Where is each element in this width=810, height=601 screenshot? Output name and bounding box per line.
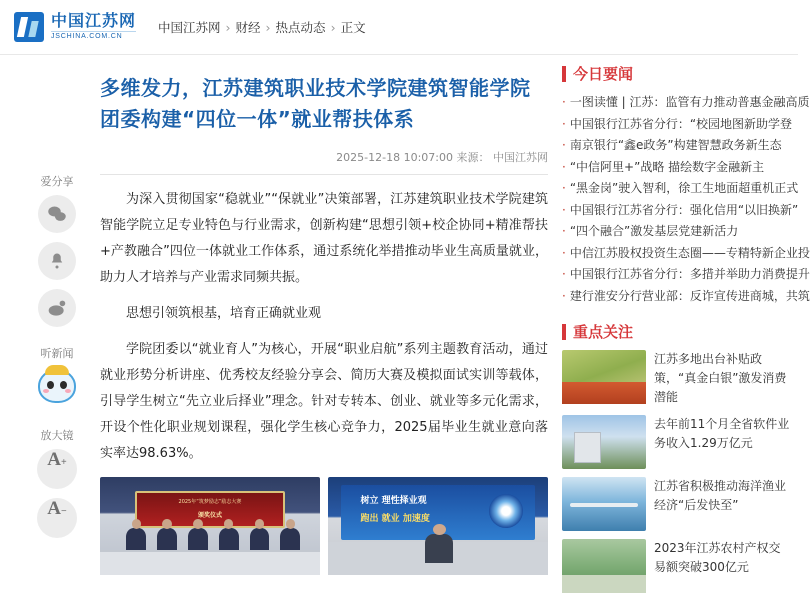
wechat-icon[interactable]: [38, 195, 76, 233]
today-news-title: 今日要闻: [573, 65, 634, 83]
font-increase-sign: +: [61, 457, 67, 468]
font-decrease-sign: −: [61, 506, 67, 517]
list-item[interactable]: [562, 539, 790, 593]
logo-mark-icon: [14, 12, 44, 42]
logo-title-cn: 中国江苏网: [51, 11, 137, 31]
list-item[interactable]: [562, 350, 790, 407]
font-increase-button[interactable]: [37, 449, 77, 489]
focus-header: [562, 321, 790, 342]
photo-person: [280, 528, 300, 550]
breadcrumb-separator: ›: [225, 19, 231, 35]
font-decrease-button[interactable]: [37, 498, 77, 538]
zoom-label: 放大镜: [40, 429, 74, 442]
photo-person: [126, 528, 146, 550]
focus-item-text: 去年前11个月全省软件业务收入1.29万亿元: [654, 417, 790, 450]
site-header: [0, 0, 798, 55]
photo-banner-line2: 跑出 就业 加速度: [360, 514, 430, 525]
listen-news-label: 听新闻: [40, 347, 74, 360]
page-title: 多维发力，江苏建筑职业技术学院建筑智能学院团委构建“四位一体”就业帮扶体系: [100, 76, 531, 131]
list-item[interactable]: · “四个融合”激发基层党建新活力: [562, 221, 790, 243]
spacer: [14, 409, 100, 427]
breadcrumb-separator: ›: [265, 19, 271, 35]
site-logo[interactable]: [14, 12, 136, 42]
share-label: 爱分享: [40, 175, 74, 188]
photo-person: [188, 528, 208, 550]
article-column: [100, 55, 548, 601]
logo-title-en: JSCHINA.COM.CN: [51, 31, 136, 40]
award-ceremony-photo: [100, 477, 320, 575]
focus-title: 重点关注: [573, 323, 634, 341]
breadcrumb-item-0[interactable]: 中国江苏网: [158, 20, 221, 35]
list-item[interactable]: [562, 477, 790, 531]
photo-speaker: [425, 534, 454, 563]
focus-list: [562, 350, 790, 593]
breadcrumb-separator: ›: [330, 19, 336, 35]
list-item[interactable]: · 建行淮安分行营业部：反诈宣传进商城，共筑: [562, 286, 790, 308]
photo-person: [157, 528, 177, 550]
article-source: 中国江苏网: [493, 151, 548, 164]
article-photos: [100, 477, 548, 575]
font-decrease-letter: A: [47, 498, 62, 519]
city-thumb-image: [562, 415, 646, 469]
breadcrumb-item-1[interactable]: 财经: [235, 20, 261, 35]
photo-table: [100, 550, 320, 575]
article-paragraph: 为深入贯彻国家“稳就业”“保就业”决策部署，江苏建筑职业技术学院建筑智能学院立足专业特色与行业需求，创新构建“思想引领+校企协同+精准帮扶+产教融合”四位一体就业工作体系，通过系统化举措推动毕业生高质量就业，助力人才培养与产业需求同频共振。: [100, 192, 548, 285]
font-increase-letter: A: [47, 449, 62, 470]
harbor-thumb-image: [562, 477, 646, 531]
photo-screen-line1: 2025年“筑梦励志”励志大赛: [178, 499, 242, 506]
sidebar: [562, 55, 810, 601]
today-news-list: [562, 92, 810, 307]
page-body: [0, 55, 810, 601]
font-size-controls: [14, 449, 100, 538]
article-date: 2025-12-18 10:07:00: [336, 151, 453, 164]
photo-person: [219, 528, 239, 550]
article-meta: [100, 149, 548, 165]
section-marker: [562, 66, 566, 82]
policy-thumb-image: [562, 350, 646, 404]
photo-banner-disc: [489, 494, 523, 528]
section-marker: [562, 324, 566, 340]
listen-news-group: [14, 367, 100, 409]
list-item[interactable]: · 中信江苏股权投资生态圈——专精特新企业投: [562, 243, 790, 265]
spacer: [14, 327, 100, 345]
list-item[interactable]: · “黑金岗”驶入智利，徐工生地面超重机正式: [562, 178, 790, 200]
career-lecture-photo: [328, 477, 548, 575]
list-item[interactable]: · 一图读懂 | 江苏：监管有力推动普惠金融高质: [562, 92, 790, 114]
photo-banner-line1: 树立 理性择业观: [360, 495, 427, 506]
breadcrumb-item-3[interactable]: 正文: [340, 20, 366, 35]
article-paragraph: 学院团委以“就业育人”为核心，开展“职业启航”系列主题教育活动，通过就业形势分析讲座、优秀校友经验分享会、简历大赛及模拟面试实训等载体，引导学生树立“先立业后择业”理念。针对专转本、创业、就业等多元化需求，开设个性化职业规划课程，强化学生核心竞争力，2025届毕业生就业意向落实率达98.63%。: [100, 342, 548, 461]
list-item[interactable]: · 中国银行江苏省分行：强化信用“以旧换新”: [562, 200, 790, 222]
breadcrumb: [158, 18, 366, 36]
mascot-icon[interactable]: [33, 367, 81, 409]
list-item[interactable]: · 南京银行“鑫e政务”构建智慧政务新生态: [562, 135, 790, 157]
breadcrumb-item-2[interactable]: 热点动态: [275, 20, 326, 35]
focus-item-text: 2023年江苏农村产权交易额突破300亿元: [654, 541, 781, 574]
logo-text: [51, 13, 136, 40]
weibo-icon[interactable]: [38, 289, 76, 327]
list-item[interactable]: [562, 415, 790, 469]
focus-item-text: 江苏多地出台补贴政策，“真金白银”激发消费潜能: [654, 352, 787, 404]
article-paragraph: 思想引领筑根基，培育正确就业观: [126, 306, 322, 321]
focus-item-text: 江苏省积极推动海洋渔业经济“后发快至”: [654, 479, 787, 512]
today-news-header: [562, 63, 790, 84]
photo-person: [250, 528, 270, 550]
bell-icon[interactable]: [38, 242, 76, 280]
list-item[interactable]: · 中国银行江苏省分行：“校园地图新助学登: [562, 114, 790, 136]
list-item[interactable]: · 中国银行江苏省分行：多措并举助力消费提升: [562, 264, 790, 286]
village-thumb-image: [562, 539, 646, 593]
share-column: [14, 55, 100, 601]
share-icon-group: [14, 195, 100, 327]
list-item[interactable]: · “中信阿里+”战略 描绘数字金融新主: [562, 157, 790, 179]
photo-screen-line2: 颁奖仪式: [197, 512, 222, 519]
title-divider: [100, 174, 548, 175]
article-source-label: 来源：: [456, 151, 490, 164]
